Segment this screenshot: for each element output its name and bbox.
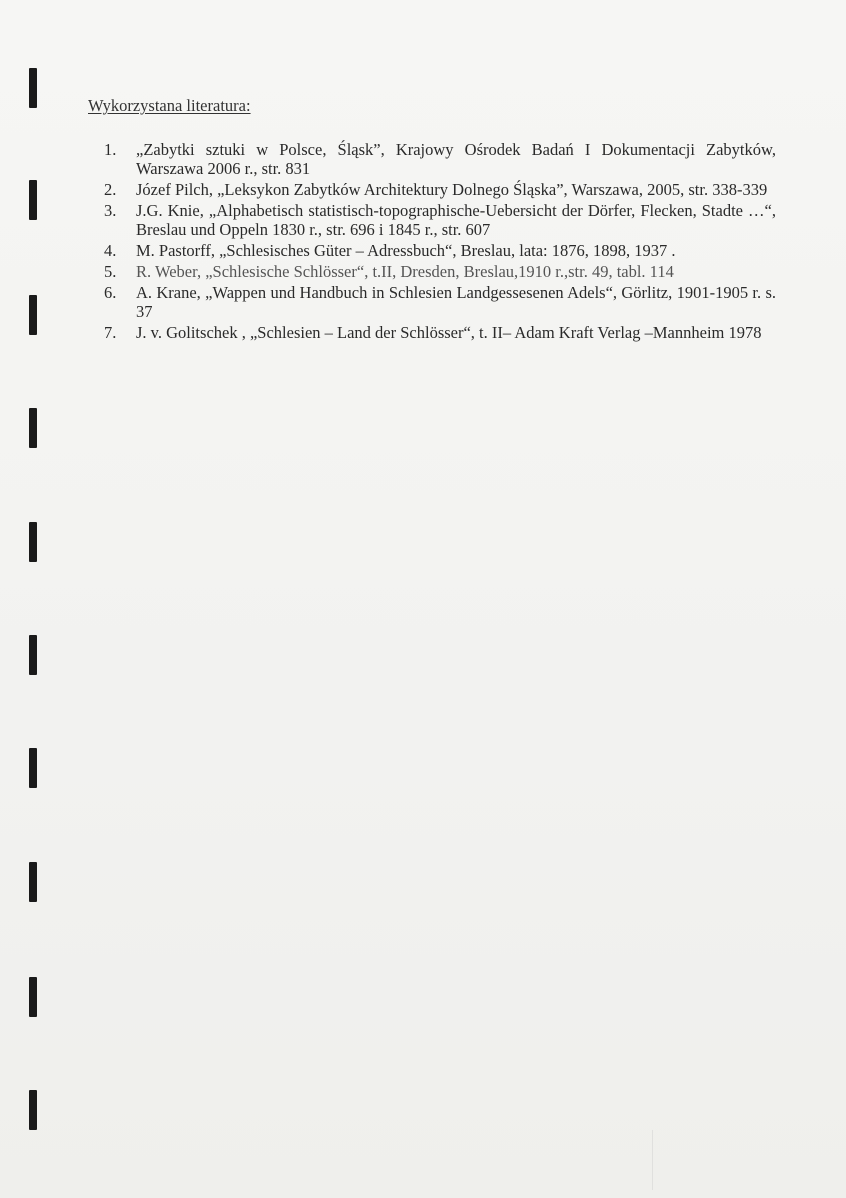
bibliography-item [104, 283, 776, 321]
bibliography-item [104, 140, 776, 178]
bibliography-heading: Wykorzystana literatura: [88, 96, 251, 115]
item-number: 1. [104, 140, 117, 159]
item-text: A. Krane, „Wappen und Handbuch in Schlesien Landgessesenen Adels“, Görlitz, 1901-1905 r. s. 37 [136, 283, 776, 321]
punch-mark [29, 522, 37, 562]
paper-crease [652, 1130, 653, 1190]
item-text: Józef Pilch, „Leksykon Zabytków Architektury Dolnego Śląska”, Warszawa, 2005, str. 338-339 [136, 180, 768, 199]
item-number: 6. [104, 283, 117, 302]
punch-mark [29, 295, 37, 335]
punch-mark [29, 180, 37, 220]
item-text: J.G. Knie, „Alphabetisch statistisch-topographische-Uebersicht der Dörfer, Flecken, Stadte …“, Breslau und Oppeln 1830 r., str. 696 i 1845 r., str. 607 [136, 201, 776, 239]
item-text: „Zabytki sztuki w Polsce, Śląsk”, Krajowy Ośrodek Badań I Dokumentacji Zabytków, Warszawa 2006 r., str. 831 [136, 140, 776, 178]
item-number: 5. [104, 262, 117, 281]
punch-mark [29, 68, 37, 108]
bibliography-item [104, 241, 776, 260]
bibliography-list [104, 140, 776, 344]
punch-mark [29, 1090, 37, 1130]
punch-mark [29, 748, 37, 788]
item-number: 4. [104, 241, 117, 260]
bibliography-item [104, 201, 776, 239]
bibliography-item [104, 323, 776, 342]
punch-mark [29, 862, 37, 902]
item-text: M. Pastorff, „Schlesisches Güter – Adressbuch“, Breslau, lata: 1876, 1898, 1937 . [136, 241, 676, 260]
bibliography-item [104, 262, 776, 281]
item-number: 2. [104, 180, 117, 199]
punch-mark [29, 635, 37, 675]
item-text: J. v. Golitschek , „Schlesien – Land der Schlösser“, t. II– Adam Kraft Verlag –Mannheim 1978 [136, 323, 762, 342]
bibliography-item [104, 180, 776, 199]
punch-mark [29, 408, 37, 448]
item-number: 7. [104, 323, 117, 342]
item-number: 3. [104, 201, 117, 220]
item-text: R. Weber, „Schlesische Schlösser“, t.II, Dresden, Breslau,1910 r.,str. 49, tabl. 114 [136, 262, 674, 281]
punch-mark [29, 977, 37, 1017]
